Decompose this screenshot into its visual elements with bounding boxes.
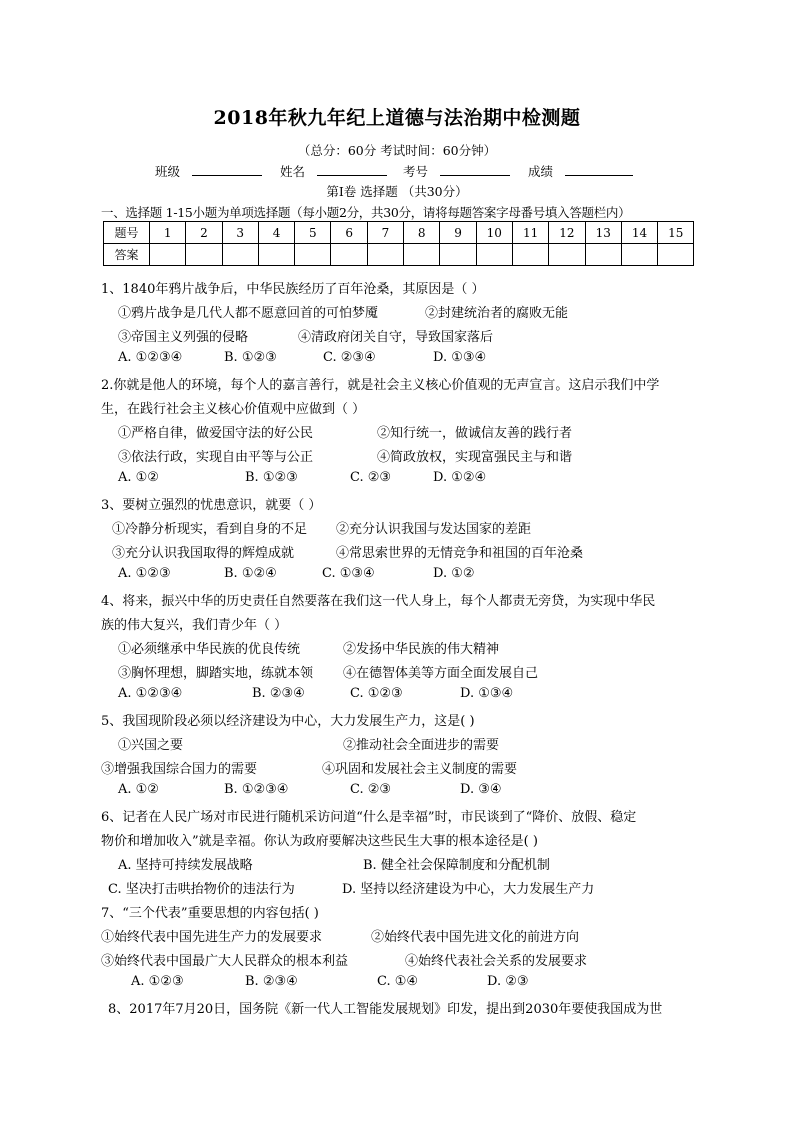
question-7-choice-d: D. ②③ [487, 974, 529, 989]
question-2-choice-b: B. ①②③ [245, 470, 298, 485]
question-3-option: ①冷静分析现实，看到自身的不足 [112, 522, 308, 537]
question-5-option: ③增强我国综合国力的需要 [101, 762, 258, 777]
question-7-option: ②始终代表中国先进文化的前进方向 [371, 930, 580, 945]
answer-row [104, 244, 694, 266]
question-2-stem: 2.你就是他人的环境，每个人的嘉言善行，就是社会主义核心价值观的无声宣言。这启示我们中学 [101, 378, 660, 393]
question-2-option: ③依法行政，实现自由平等与公正 [118, 450, 314, 465]
score-label: 成绩 [528, 164, 554, 179]
question-7-choice-a: A. ①②③ [131, 974, 184, 989]
question-3-option: ③充分认识我国取得的辉煌成就 [112, 546, 295, 561]
question-4-option: ③胸怀理想，脚踏实地，练就本领 [118, 666, 314, 681]
question-6-choice-c: C. 坚决打击哄抬物价的违法行为 [108, 882, 295, 897]
question-5-stem: 5、我国现阶段必须以经济建设为中心，大力发展生产力，这是( ) [101, 714, 475, 729]
question-2-option: ①严格自律，做爱国守法的好公民 [118, 426, 314, 441]
question-6-choice-a: A. 坚持可持续发展战略 [118, 858, 253, 873]
question-4-stem: 4、将来，振兴中华的历史责任自然要落在我们这一代人身上，每个人都责无旁贷，为实现中华民 [101, 594, 656, 609]
question-4-option: ④在德智体美等方面全面发展自己 [343, 666, 539, 681]
question-number-cell: 10 [476, 222, 512, 244]
question-2-option: ②知行统一，做诚信友善的践行者 [377, 426, 573, 441]
question-1-choice-a: A. ①②③④ [118, 350, 183, 365]
question-3-option: ④常思索世界的无情竞争和祖国的百年沧桑 [336, 546, 584, 561]
question-3-choice-d: D. ①② [433, 566, 475, 581]
question-4-choice-b: B. ②③④ [252, 686, 305, 701]
score-blank[interactable] [565, 163, 633, 176]
answer-cell[interactable] [512, 244, 548, 266]
answer-cell[interactable] [585, 244, 621, 266]
question-number-cell: 9 [440, 222, 476, 244]
question-number-cell: 11 [512, 222, 548, 244]
question-2-choice-c: C. ②③ [350, 470, 392, 485]
question-6-choice-d: D. 坚持以经济建设为中心，大力发展生产力 [342, 882, 595, 897]
answer-cell[interactable] [222, 244, 258, 266]
question-7-option: ④始终代表社会关系的发展要求 [405, 954, 588, 969]
class-field [155, 162, 262, 180]
question-5-option: ②推动社会全面进步的需要 [343, 738, 500, 753]
question-1-stem: 1、1840年鸦片战争后，中华民族经历了百年沧桑，其原因是（ ） [101, 282, 485, 297]
question-7-stem: 7、“三个代表”重要思想的内容包括( ) [101, 906, 319, 921]
question-number-cell: 8 [404, 222, 440, 244]
question-number-cell: 7 [367, 222, 403, 244]
answer-cell[interactable] [150, 244, 186, 266]
question-3-choice-c: C. ①③④ [322, 566, 375, 581]
name-blank[interactable] [317, 163, 387, 176]
question-1-choice-c: C. ②③④ [323, 350, 376, 365]
question-number-cell: 4 [258, 222, 294, 244]
question-number-cell: 15 [658, 222, 694, 244]
question-3-option: ②充分认识我国与发达国家的差距 [336, 522, 532, 537]
question-2-choice-d: D. ①②④ [433, 470, 487, 485]
question-7-choice-c: C. ①④ [377, 974, 419, 989]
answer-cell[interactable] [295, 244, 331, 266]
question-6-stem: 物价和增加收入”就是幸福。你认为政府要解决这些民生大事的根本途径是( ) [101, 834, 538, 849]
question-2-option: ④简政放权，实现富强民主与和谐 [377, 450, 573, 465]
exam-title: 2018年秋九年纪上道德与法治期中检测题 [213, 107, 581, 129]
name-label: 姓名 [280, 164, 306, 179]
question-3-choice-a: A. ①②③ [118, 566, 171, 581]
question-7-option: ①始终代表中国先进生产力的发展要求 [101, 930, 323, 945]
question-number-header: 题号 [104, 222, 150, 244]
question-3-stem: 3、要树立强烈的忧患意识，就要（ ） [101, 498, 322, 513]
question-number-cell: 6 [331, 222, 367, 244]
answer-cell[interactable] [404, 244, 440, 266]
section-title: 第Ⅰ卷 选择题 （共30分） [326, 184, 468, 199]
exam-number-field [403, 162, 510, 180]
question-number-cell: 12 [549, 222, 585, 244]
question-1-choice-b: B. ①②③ [224, 350, 277, 365]
answer-cell[interactable] [440, 244, 476, 266]
question-8-stem: 8、2017年7月20日，国务院《新一代人工智能发展规划》印发，提出到2030年要使我国成为世 [108, 1002, 663, 1017]
answer-cell[interactable] [658, 244, 694, 266]
answer-cell[interactable] [476, 244, 512, 266]
question-4-choice-c: C. ①②③ [350, 686, 403, 701]
answer-cell[interactable] [331, 244, 367, 266]
question-6-choice-b: B. 健全社会保障制度和分配机制 [363, 858, 550, 873]
question-3-choice-b: B. ①②④ [224, 566, 277, 581]
exam-subtitle: （总分：60分 考试时间：60分钟） [297, 143, 497, 158]
question-5-option: ①兴国之要 [118, 738, 184, 753]
question-number-cell: 13 [585, 222, 621, 244]
question-7-choice-b: B. ②③④ [245, 974, 298, 989]
instructions: 一、选择题 1-15小题为单项选择题（每小题2分，共30分，请将每题答案字母番号填入答题栏内） [101, 205, 631, 220]
question-4-option: ②发扬中华民族的伟大精神 [343, 642, 500, 657]
score-field [528, 162, 633, 180]
question-number-row [104, 222, 694, 244]
question-1-choice-d: D. ①③④ [433, 350, 487, 365]
question-number-cell: 2 [186, 222, 222, 244]
exam-number-blank[interactable] [440, 163, 510, 176]
answer-cell[interactable] [186, 244, 222, 266]
question-1-option: ②封建统治者的腐败无能 [425, 306, 569, 321]
class-label: 班级 [155, 164, 181, 179]
question-6-stem: 6、记者在人民广场对市民进行随机采访问道“什么是幸福”时，市民谈到了“降价、放假、稳定 [101, 810, 637, 825]
question-number-cell: 1 [150, 222, 186, 244]
question-2-choice-a: A. ①② [118, 470, 159, 485]
question-5-choice-a: A. ①② [118, 782, 159, 797]
question-4-stem: 族的伟大复兴，我们青少年（ ） [101, 618, 288, 633]
exam-number-label: 考号 [403, 164, 429, 179]
question-1-option: ③帝国主义列强的侵略 [118, 330, 249, 345]
question-5-choice-c: C. ②③ [350, 782, 392, 797]
question-4-option: ①必须继承中华民族的优良传统 [118, 642, 301, 657]
answer-cell[interactable] [549, 244, 585, 266]
name-field [280, 162, 387, 180]
question-1-option: ④清政府闭关自守，导致国家落后 [298, 330, 494, 345]
question-number-cell: 5 [295, 222, 331, 244]
answer-table [103, 221, 694, 266]
question-7-option: ③始终代表中国最广大人民群众的根本利益 [101, 954, 349, 969]
answer-header: 答案 [104, 244, 150, 266]
question-5-option: ④巩固和发展社会主义制度的需要 [322, 762, 518, 777]
question-1-option: ①鸦片战争是几代人都不愿意回首的可怕梦魇 [118, 306, 379, 321]
question-4-choice-a: A. ①②③④ [118, 686, 183, 701]
question-number-cell: 14 [621, 222, 657, 244]
answer-cell[interactable] [367, 244, 403, 266]
question-2-stem: 生，在践行社会主义核心价值观中应做到（ ） [101, 402, 366, 417]
question-number-cell: 3 [222, 222, 258, 244]
question-5-choice-b: B. ①②③④ [224, 782, 289, 797]
answer-cell[interactable] [258, 244, 294, 266]
question-4-choice-d: D. ①③④ [460, 686, 514, 701]
question-5-choice-d: D. ③④ [460, 782, 502, 797]
answer-cell[interactable] [621, 244, 657, 266]
class-blank[interactable] [192, 163, 262, 176]
